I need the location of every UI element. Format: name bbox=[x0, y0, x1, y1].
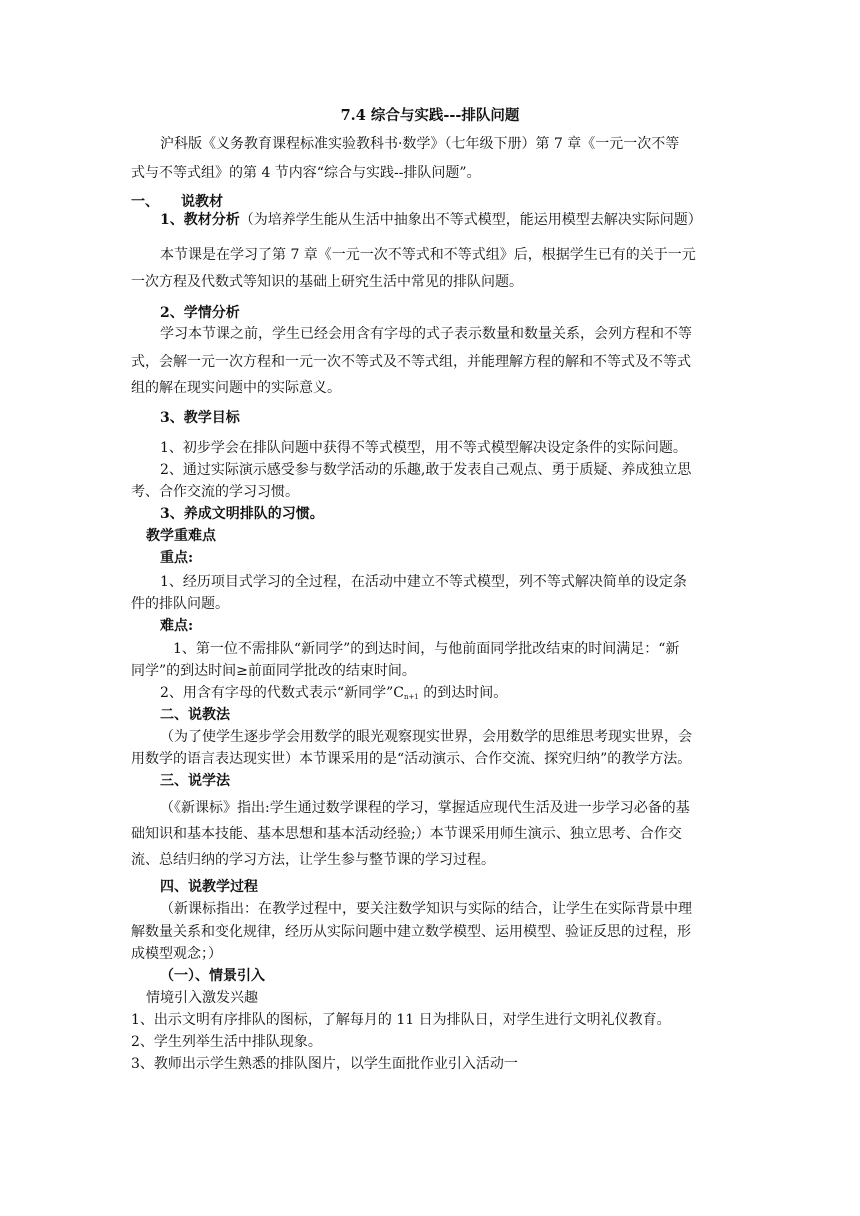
goal-item: 1、初步学会在排队问题中获得不等式模型，用不等式模型解决设定条件的实际问题。 bbox=[160, 440, 687, 456]
paragraph-line: 式，会解一元一次方程和一元一次不等式及不等式组，并能理解方程的解和不等式及不等式 bbox=[131, 354, 691, 370]
paragraph-line: 成模型观念；） bbox=[131, 946, 222, 962]
process-item: 2、学生列举生活中排队现象。 bbox=[131, 1034, 322, 1050]
goal-item: 3、养成文明排队的习惯。 bbox=[160, 506, 324, 522]
difficult-point-line bbox=[160, 683, 507, 703]
paragraph-line: 本节课是在学习了第 7 章《一元一次不等式和不等式组》后，根据学生已有的关于一元 bbox=[160, 247, 696, 263]
paragraph-line: 础知识和基本技能、基本思想和基本活动经验;）本节课采用师生演示、独立思考、合作交 bbox=[131, 826, 682, 842]
key-point-line: 件的排队问题。 bbox=[131, 596, 229, 612]
subsection-line bbox=[160, 210, 702, 230]
subsection-heading: 1、教材分析 bbox=[160, 212, 240, 228]
difficult-point-line: 1、第一位不需排队“新同学”的到达时间，与他前面同学批改结束的时间满足：“新 bbox=[173, 641, 680, 657]
key-point-line: 1、经历项目式学习的全过程，在活动中建立不等式模型，列不等式解决简单的设定条 bbox=[160, 574, 687, 590]
document-title: 7.4 综合与实践---排队问题 bbox=[340, 107, 520, 124]
goal-item: 考、合作交流的学习习惯。 bbox=[131, 484, 299, 500]
section-heading: 说教材 bbox=[181, 194, 223, 210]
subsection-note: （为培养学生能从生活中抽象出不等式模型，能运用模型去解决实际问题） bbox=[239, 212, 702, 228]
paragraph-line: （为了使学生逐步学会用数学的眼光观察现实世界，会用数学的思维思考现实世界，会 bbox=[160, 729, 692, 745]
paragraph-line: 学习本节课之前，学生已经会用含有字母的式子表示数量和数量关系，会列方程和不等 bbox=[160, 326, 692, 342]
paragraph-line: 解数量关系和变化规律，经历从实际问题中建立数学模型、运用模型、验证反思的过程，形 bbox=[131, 924, 691, 940]
subsection-heading: 2、学情分析 bbox=[160, 305, 240, 321]
difficult-point-text: 2、用含有字母的代数式表示“新同学”C bbox=[160, 685, 404, 701]
difficult-point-label: 难点: bbox=[160, 618, 194, 634]
difficult-point-line: 同学”的到达时间≥前面同学批改的结束时间。 bbox=[131, 663, 416, 679]
intro-line: 式与不等式组》的第 4 节内容“综合与实践--排队问题”。 bbox=[131, 165, 481, 181]
process-item: 3、教师出示学生熟悉的排队图片，以学生面批作业引入活动一 bbox=[131, 1056, 518, 1072]
section-heading: 二、说教法 bbox=[160, 707, 230, 723]
process-item: 1、出示文明有序排队的图标，了解每月的 11 日为排队日，对学生进行文明礼仪教育。 bbox=[131, 1012, 671, 1028]
paragraph-line: 用数学的语言表达现实世）本节课采用的是“活动演示、合作交流、探究归纳”的教学方法。 bbox=[131, 751, 692, 767]
subsection-heading: 3、教学目标 bbox=[160, 410, 240, 426]
paragraph-line: 情境引入激发兴趣 bbox=[146, 990, 258, 1006]
paragraph-line: 组的解在现实问题中的实际意义。 bbox=[131, 380, 341, 396]
section-number: 一、 bbox=[131, 194, 159, 210]
section-heading: 四、说教学过程 bbox=[160, 879, 258, 895]
paragraph-line: （新课标指出：在教学过程中，要关注数学知识与实际的结合，让学生在实际背景中理 bbox=[160, 901, 692, 917]
paragraph-line: 流、总结归纳的学习方法，让学生参与整节课的学习过程。 bbox=[131, 852, 495, 868]
intro-line: 沪科版《义务教育课程标准实验教科书·数学》（七年级下册）第 7 章《一元一次不等 bbox=[160, 136, 680, 152]
paragraph-line: （《新课标》指出:学生通过数学课程的学习，掌握适应现代生活及进一步学习必备的基 bbox=[160, 800, 690, 816]
goal-item: 2、通过实际演示感受参与数学活动的乐趣,敢于发表自己观点、勇于质疑、养成独立思 bbox=[160, 462, 692, 478]
paragraph-line: 一次方程及代数式等知识的基础上研究生活中常见的排队问题。 bbox=[131, 274, 523, 290]
key-point-label: 重点: bbox=[160, 550, 194, 566]
difficult-point-text: 的到达时间。 bbox=[418, 685, 508, 701]
subsection-heading: （一）、情景引入 bbox=[160, 968, 265, 984]
difficulty-heading: 教学重难点 bbox=[146, 528, 216, 544]
subscript: n+1 bbox=[403, 693, 419, 701]
section-heading: 三、说学法 bbox=[160, 773, 230, 789]
